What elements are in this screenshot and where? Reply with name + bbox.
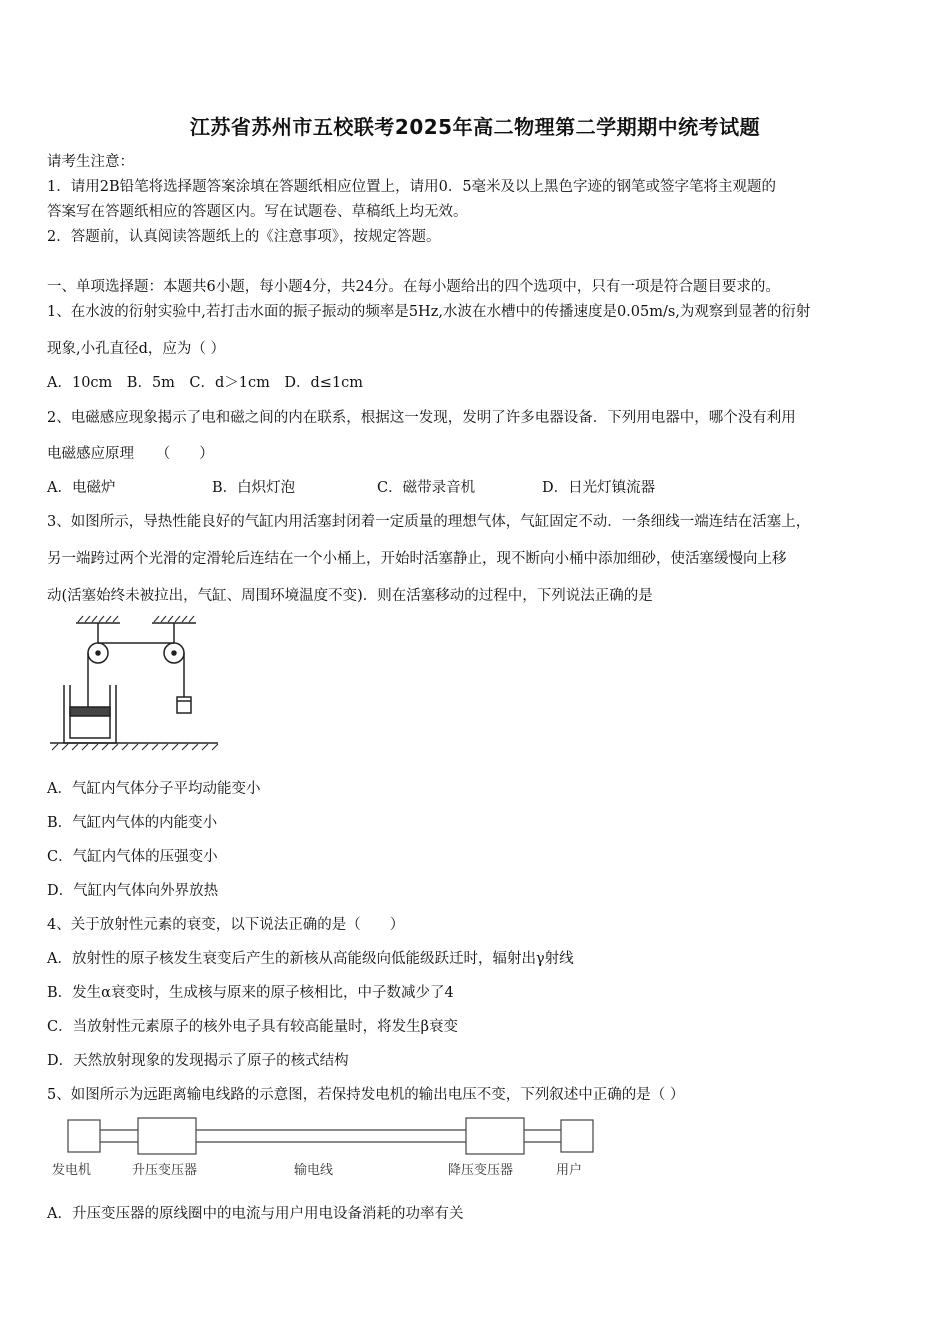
q3-stem-3: 动(活塞始终未被拉出，气缸、周围环境温度不变)．则在活塞移动的过程中，下列说法正确的是: [47, 588, 653, 604]
q3-option-c: C．气缸内气体的压强变小: [47, 849, 218, 865]
q5-figure: [48, 1114, 608, 1180]
step-down-transformer-box: [466, 1118, 524, 1154]
q4-option-a: A．放射性的原子核发生衰变后产生的新核从高能级向低能级跃迁时，辐射出γ射线: [47, 951, 574, 967]
q2-option-c: C．磁带录音机: [377, 480, 476, 496]
notice-heading: 请考生注意：: [47, 154, 134, 170]
q3-stem-1: 3、如图所示，导热性能良好的气缸内用活塞封闭着一定质量的理想气体，气缸固定不动．一条细线一端连结在活塞上，: [47, 514, 811, 530]
q1-options: A．10cm B．5m C．d＞1cm D．d≤1cm: [47, 375, 364, 391]
q4-option-c: C．当放射性元素原子的核外电子具有较高能量时，将发生β衰变: [47, 1019, 458, 1035]
q4-option-b: B．发生α衰变时，生成核与原来的原子核相比，中子数减少了4: [47, 985, 454, 1001]
label-step-up: 升压变压器: [132, 1163, 198, 1178]
generator-box: [68, 1120, 100, 1152]
q3-option-d: D．气缸内气体向外界放热: [47, 883, 219, 899]
q3-stem-2: 另一端跨过两个光滑的定滑轮后连结在一个小桶上，开始时活塞静止，现不断向小桶中添加细砂，使活塞缓慢向上移: [47, 551, 787, 567]
user-box: [561, 1120, 593, 1152]
q5-option-a: A．升压变压器的原线圈中的电流与用户用电设备消耗的功率有关: [47, 1206, 464, 1222]
q2-option-d: D．日光灯镇流器: [542, 480, 656, 496]
q4-option-d: D．天然放射现象的发现揭示了原子的核式结构: [47, 1053, 349, 1069]
notice-line-2: 答案写在答题纸相应的答题区内。写在试题卷、草稿纸上均无效。: [47, 204, 468, 220]
q3-figure: [48, 615, 220, 757]
q1-stem-1: 1、在水波的衍射实验中,若打击水面的振子振动的频率是5Hz,水波在水槽中的传播速度是0.05m/s,为观察到显著的衍射: [47, 304, 811, 320]
q2-stem-2: 电磁感应原理 （ ）: [47, 446, 214, 462]
q2-stem-1: 2、电磁感应现象揭示了电和磁之间的内在联系，根据这一发现，发明了许多电器设备．下列用电器中，哪个没有利用: [47, 410, 796, 426]
q1-stem-2: 现象,小孔直径d，应为（ ）: [47, 341, 225, 357]
q2-option-a: A．电磁炉: [47, 480, 116, 496]
label-step-down: 降压变压器: [448, 1163, 514, 1178]
label-user: 用户: [556, 1163, 583, 1178]
q2-option-b: B．白炽灯泡: [212, 480, 296, 496]
q5-stem: 5、如图所示为远距离输电线路的示意图，若保持发电机的输出电压不变，下列叙述中正确的是（ ）: [47, 1087, 685, 1103]
label-transmission-line: 输电线: [294, 1163, 334, 1178]
page-title: 江苏省苏州市五校联考2025年高二物理第二学期期中统考试题: [189, 115, 761, 139]
bucket: [177, 697, 191, 713]
q2-options: [47, 478, 655, 498]
label-generator: 发电机: [52, 1163, 92, 1178]
q3-option-a: A．气缸内气体分子平均动能变小: [47, 781, 261, 797]
piston: [70, 707, 110, 716]
notice-line-1: 1．请用2B铅笔将选择题答案涂填在答题纸相应位置上，请用0．5毫米及以上黑色字迹的钢笔或签字笔将主观题的: [47, 179, 777, 195]
q4-stem: 4、关于放射性元素的衰变，以下说法正确的是（ ）: [47, 917, 405, 933]
notice-line-3: 2．答题前，认真阅读答题纸上的《注意事项》，按规定答题。: [47, 229, 441, 245]
section-heading: 一、单项选择题：本题共6小题，每小题4分，共24分。在每小题给出的四个选项中，只有一项是符合题目要求的。: [47, 279, 780, 295]
q3-option-b: B．气缸内气体的内能变小: [47, 815, 218, 831]
step-up-transformer-box: [138, 1118, 196, 1154]
